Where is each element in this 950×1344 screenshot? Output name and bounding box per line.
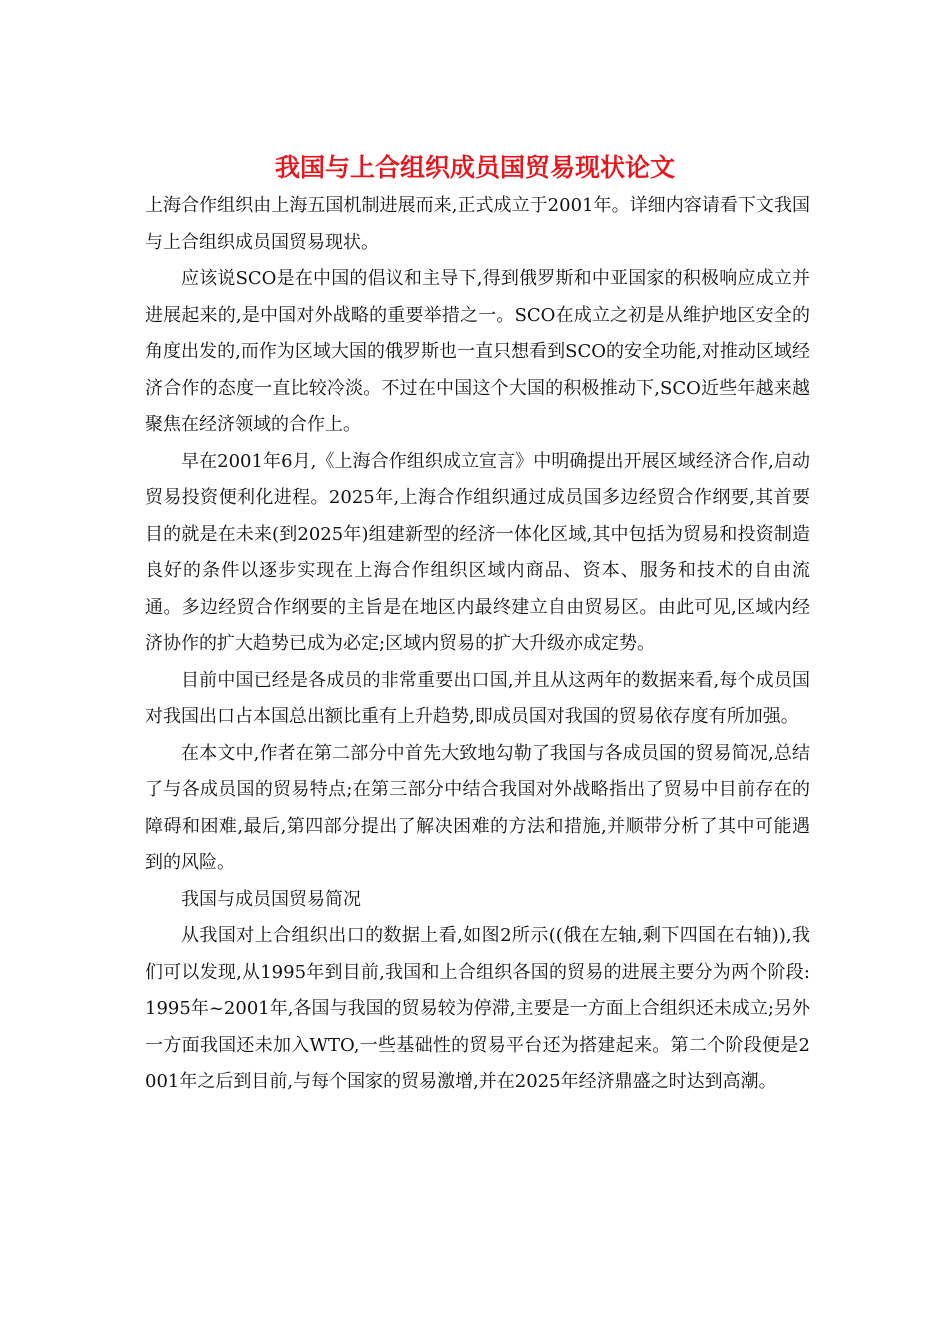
paragraph-trade-stages: 从我国对上合组织出口的数据上看,如图2所示((俄在左轴,剩下四国在右轴)),我们可以发现,从1995年到目前,我国和上合组织各国的贸易的进展主要分为两个阶段:1995年~2001年,各国与我国的贸易较为停滞,主要是一方面上合组织还未成立;另外一方面我国还未加入WTO,一些基础性的贸易平台还为搭建起来。第二个阶段便是2001年之后到目前,与每个国家的贸易激增,并在2025年经济鼎盛之时达到高潮。 bbox=[145, 925, 810, 1092]
paragraph-sco-origin: 应该说SCO是在中国的倡议和主导下,得到俄罗斯和中亚国家的积极响应成立并进展起来的,是中国对外战略的重要举措之一。SCO在成立之初是从维护地区安全的角度出发的,而作为区域大国的俄罗斯也一直只想看到SCO的安全功能,对推动区域经济合作的态度一直比较冷淡。不过在中国这个大国的积极推动下,SCO近些年越来越聚焦在经济领域的合作上。 bbox=[145, 268, 810, 435]
paragraph-paper-outline: 在本文中,作者在第二部分中首先大致地勾勒了我国与各成员国的贸易简况,总结了与各成员国的贸易特点;在第三部分中结合我国对外战略指出了贸易中目前存在的障碍和困难,最后,第四部分提出了解决困难的方法和措施,并顺带分析了其中可能遇到的风险。 bbox=[145, 742, 810, 873]
paragraph-export-dependency: 目前中国已经是各成员的非常重要出口国,并且从这两年的数据来看,每个成员国对我国出口占本国总出额比重有上升趋势,即成员国对我国的贸易依存度有所加强。 bbox=[145, 669, 810, 727]
document-title: 我国与上合组织成员国贸易现状论文 bbox=[274, 153, 675, 182]
document-body bbox=[145, 188, 810, 1101]
section-heading-trade-overview: 我国与成员国贸易简况 bbox=[181, 888, 361, 910]
paragraph-economic-cooperation: 早在2001年6月,《上海合作组织成立宣言》中明确提出开展区域经济合作,启动贸易投资便利化进程。2025年,上海合作组织通过成员国多边经贸合作纲要,其首要目的就是在未来(到2025年)组建新型的经济一体化区域,其中包括为贸易和投资制造良好的条件以逐步实现在上海合作组织区域内商品、资本、服务和技术的自由流通。多边经贸合作纲要的主旨是在地区内最终建立自由贸易区。由此可见,区域内经济协作的扩大趋势已成为必定;区域内贸易的扩大升级亦成定势。 bbox=[145, 450, 810, 654]
paragraph-intro: 上海合作组织由上海五国机制进展而来,正式成立于2001年。详细内容请看下文我国与上合组织成员国贸易现状。 bbox=[145, 195, 810, 253]
